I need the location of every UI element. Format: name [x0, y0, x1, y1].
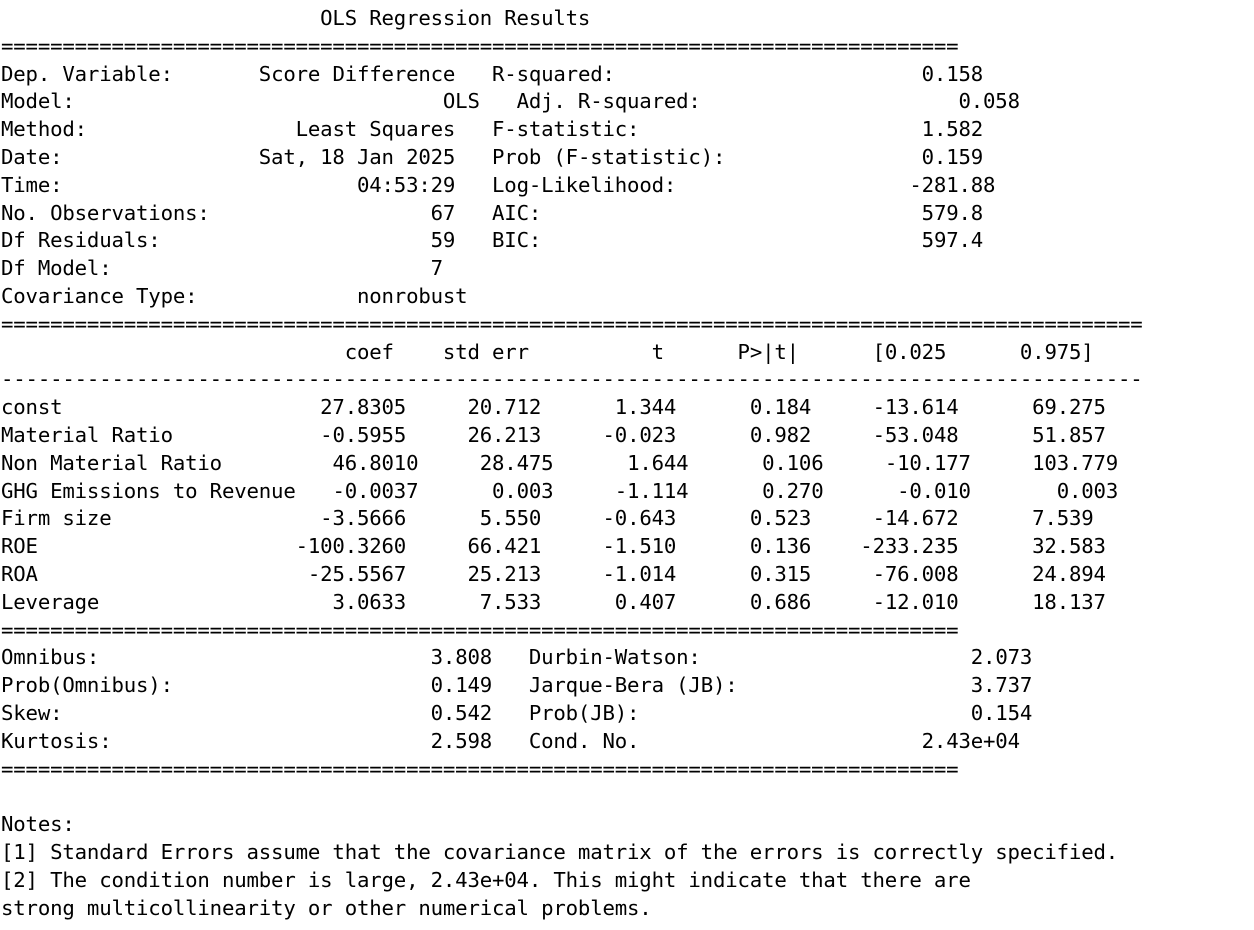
variable-name: ROA	[1, 561, 38, 586]
diagnostic-row	[1, 701, 1032, 725]
summary-row	[1, 173, 995, 197]
ci-high-value: 51.857	[1032, 422, 1106, 447]
variable-name: GHG Emissions to Revenue	[1, 478, 296, 503]
ci-high-value: 32.583	[1032, 534, 1106, 559]
variable-name: Firm size	[1, 506, 112, 531]
coef-row	[1, 451, 1118, 475]
summary-left-label: Df Residuals:	[1, 228, 161, 253]
summary-row	[1, 228, 983, 252]
coef-row	[1, 479, 1118, 503]
p-value: 0.270	[762, 478, 824, 503]
notes-heading: Notes:	[1, 812, 75, 837]
title-line	[1, 6, 590, 30]
diagnostic-left-value: 0.149	[430, 673, 493, 698]
summary-row	[1, 256, 443, 280]
heavy-rule: ==============================================================================	[1, 33, 959, 58]
std-err-value: 5.550	[479, 506, 542, 531]
t-value: 1.344	[614, 395, 677, 420]
diagnostic-left-value: 0.542	[430, 700, 492, 725]
summary-left-label: Dep. Variable:	[1, 61, 173, 86]
column-header: P>|t|	[737, 339, 799, 364]
coef-value: 27.8305	[320, 395, 407, 420]
p-value: 0.184	[749, 395, 812, 420]
t-value: 0.407	[614, 589, 677, 614]
ci-low-value: -76.008	[872, 561, 959, 586]
t-value: -1.014	[602, 561, 677, 586]
summary-right-label: Prob (F-statistic):	[492, 144, 726, 169]
ci-low-value: -14.672	[872, 506, 959, 531]
coef-header-row	[1, 340, 1094, 364]
diagnostic-row	[1, 645, 1032, 669]
summary-row	[1, 145, 983, 169]
diagnostic-right-value: 0.154	[970, 700, 1033, 725]
coef-value: -0.0037	[332, 478, 419, 503]
t-value: 1.644	[627, 450, 689, 475]
summary-left-value: 7	[430, 256, 443, 281]
note-line: strong multicollinearity or other numerical problems.	[1, 895, 652, 920]
std-err-value: 28.475	[479, 450, 554, 475]
std-err-value: 25.213	[467, 561, 542, 586]
variable-name: const	[1, 395, 63, 420]
note-line: [1] Standard Errors assume that the covariance matrix of the errors is correctly specified.	[1, 839, 1119, 864]
regression-results-output	[1, 5, 1143, 922]
summary-left-value: 67	[430, 200, 456, 225]
diagnostic-left-value: 2.598	[430, 728, 493, 753]
column-header: t	[651, 339, 664, 364]
summary-left-label: Model:	[1, 89, 75, 114]
variable-name: Leverage	[1, 589, 100, 614]
p-value: 0.136	[749, 534, 812, 559]
summary-right-value: 597.4	[921, 228, 984, 253]
ci-low-value: -0.010	[897, 478, 971, 503]
diagnostic-right-label: Cond. No.	[528, 728, 640, 753]
ci-low-value: -53.048	[872, 422, 959, 447]
heavy-rule: =============================================================================================	[1, 311, 1143, 336]
std-err-value: 26.213	[467, 422, 542, 447]
column-header: [0.025	[872, 339, 947, 364]
summary-left-value: Least Squares	[295, 117, 456, 142]
diagnostic-left-label: Omnibus:	[1, 645, 100, 670]
ci-high-value: 24.894	[1032, 561, 1106, 586]
results-title: OLS Regression Results	[320, 6, 591, 30]
summary-left-label: Df Model:	[1, 256, 112, 281]
summary-right-label: Log-Likelihood:	[492, 172, 677, 197]
variable-name: Non Material Ratio	[1, 450, 222, 475]
diagnostic-right-label: Prob(JB):	[528, 700, 640, 725]
diagnostic-right-label: Durbin-Watson:	[528, 645, 701, 670]
std-err-value: 7.533	[479, 589, 542, 614]
ci-high-value: 0.003	[1056, 478, 1119, 503]
summary-row	[1, 89, 1020, 113]
p-value: 0.315	[749, 561, 812, 586]
diagnostic-right-value: 2.43e+04	[921, 728, 1020, 753]
summary-right-value: 1.582	[921, 117, 984, 142]
summary-left-value: nonrobust	[356, 283, 468, 308]
coef-row	[1, 590, 1106, 614]
diagnostic-left-value: 3.808	[430, 645, 493, 670]
variable-name: ROE	[1, 534, 38, 559]
summary-right-value: -281.88	[909, 172, 996, 197]
summary-left-value: OLS	[442, 89, 480, 114]
ci-high-value: 18.137	[1032, 589, 1106, 614]
t-value: -0.643	[602, 506, 677, 531]
summary-row	[1, 201, 983, 225]
heavy-rule: ==============================================================================	[1, 617, 959, 642]
summary-right-value: 0.159	[921, 144, 984, 169]
t-value: -0.023	[602, 422, 677, 447]
summary-left-value: 04:53:29	[356, 172, 456, 197]
ci-high-value: 69.275	[1032, 395, 1106, 420]
summary-left-label: No. Observations:	[1, 200, 210, 225]
std-err-value: 66.421	[467, 534, 542, 559]
coef-row	[1, 562, 1106, 586]
diagnostic-left-label: Kurtosis:	[1, 728, 112, 753]
summary-left-value: Score Difference	[258, 61, 456, 86]
p-value: 0.982	[749, 422, 812, 447]
summary-right-label: F-statistic:	[492, 117, 640, 142]
diagnostic-row	[1, 729, 1020, 753]
summary-right-label: R-squared:	[492, 61, 615, 86]
heavy-rule: ==============================================================================	[1, 756, 959, 781]
summary-row	[1, 284, 467, 308]
coef-value: 46.8010	[332, 450, 419, 475]
light-rule: ---------------------------------------------------------------------------------------------	[1, 367, 1143, 392]
note-line: [2] The condition number is large, 2.43e+04. This might indicate that there are	[1, 867, 971, 892]
coef-row	[1, 534, 1106, 558]
coef-value: 3.0633	[332, 589, 407, 614]
ci-high-value: 7.539	[1032, 506, 1094, 531]
summary-left-label: Method:	[1, 117, 87, 142]
summary-left-label: Time:	[1, 172, 63, 197]
column-header: std err	[442, 339, 529, 364]
std-err-value: 0.003	[492, 478, 554, 503]
diagnostic-right-value: 3.737	[970, 673, 1033, 698]
coef-value: -100.3260	[295, 534, 407, 559]
coef-row	[1, 423, 1106, 447]
ci-low-value: -12.010	[872, 589, 959, 614]
coef-value: -25.5567	[307, 561, 407, 586]
diagnostic-left-label: Skew:	[1, 700, 63, 725]
coef-value: -0.5955	[320, 422, 407, 447]
summary-row	[1, 117, 983, 141]
summary-right-value: 0.058	[958, 89, 1020, 114]
summary-right-value: 0.158	[921, 61, 984, 86]
summary-left-value: 59	[430, 228, 456, 253]
summary-right-label: Adj. R-squared:	[516, 89, 701, 114]
diagnostic-right-value: 2.073	[970, 645, 1033, 670]
coef-value: -3.5666	[320, 506, 407, 531]
summary-left-value: Sat, 18 Jan 2025	[258, 144, 456, 169]
coef-row	[1, 395, 1106, 419]
diagnostic-right-label: Jarque-Bera (JB):	[528, 673, 738, 698]
diagnostic-left-label: Prob(Omnibus):	[1, 673, 173, 698]
t-value: -1.510	[602, 534, 677, 559]
coef-row	[1, 506, 1094, 530]
summary-left-label: Date:	[1, 144, 63, 169]
ci-low-value: -233.235	[860, 534, 959, 559]
summary-right-label: BIC:	[492, 228, 542, 253]
column-header: coef	[344, 339, 394, 364]
summary-left-label: Covariance Type:	[1, 283, 198, 308]
summary-right-value: 579.8	[921, 200, 984, 225]
p-value: 0.106	[762, 450, 824, 475]
ci-low-value: -13.614	[872, 395, 959, 420]
ci-high-value: 103.779	[1032, 450, 1119, 475]
p-value: 0.686	[749, 589, 812, 614]
p-value: 0.523	[749, 506, 812, 531]
summary-right-label: AIC:	[492, 200, 542, 225]
ci-low-value: -10.177	[884, 450, 971, 475]
variable-name: Material Ratio	[1, 422, 173, 447]
summary-row	[1, 62, 983, 86]
column-header: 0.975]	[1019, 339, 1094, 364]
diagnostic-row	[1, 673, 1032, 697]
std-err-value: 20.712	[467, 395, 542, 420]
t-value: -1.114	[614, 478, 689, 503]
